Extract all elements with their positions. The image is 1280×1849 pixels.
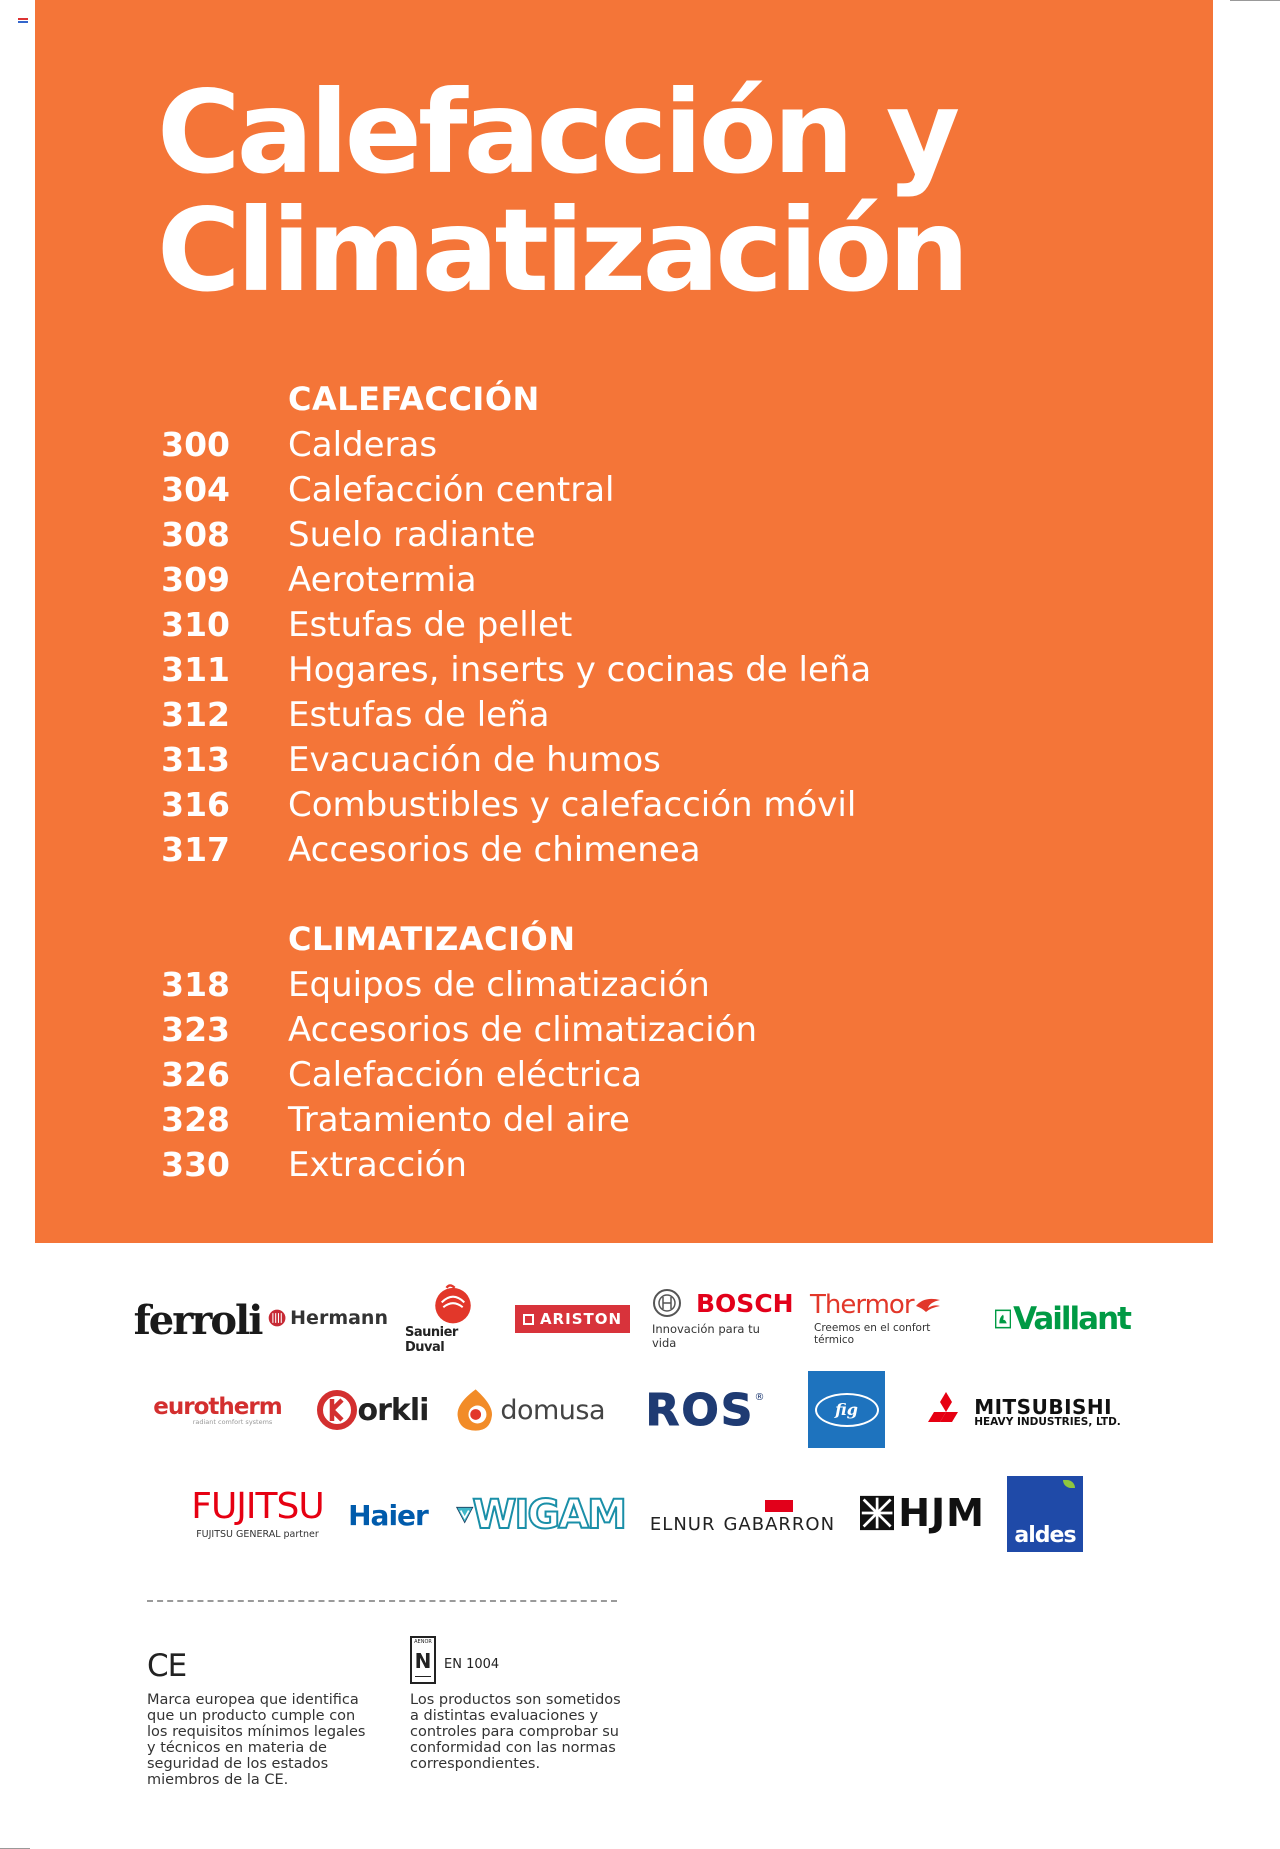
eurotherm-wordmark: eurotherm [153, 1394, 282, 1420]
ferroli-wordmark: ferroli [133, 1296, 262, 1344]
home-icon [523, 1314, 534, 1325]
toc-label: Accesorios de climatización [288, 1010, 758, 1050]
aenor-n-logo [410, 1636, 436, 1684]
wigam-logo [455, 1487, 625, 1543]
section-heading: CALEFACCIÓN [288, 380, 540, 418]
elnur-wordmark: ELNUR [649, 1514, 716, 1535]
toc-row[interactable] [0, 425, 900, 470]
hermann-icon [268, 1305, 286, 1331]
aenor-label: AENOR [414, 1639, 432, 1645]
domusa-logo [455, 1382, 605, 1438]
toc-label: Tratamiento del aire [288, 1100, 630, 1140]
toc-label: Aerotermia [288, 560, 477, 600]
haier-logo [343, 1495, 433, 1535]
elnur-gabarron-logo [645, 1495, 840, 1535]
orkli-wordmark: orkli [357, 1392, 429, 1428]
en-description: Los productos son sometidos a distintas evaluaciones y controles para comprobar su conformidad con las normas correspondientes. [410, 1692, 621, 1772]
vaillant-wordmark: Vaillant [1013, 1301, 1130, 1337]
fig-wordmark: fig [835, 1400, 858, 1419]
registered-icon: ® [754, 1392, 765, 1403]
toc-row[interactable] [0, 470, 900, 515]
toc-label: Calefacción eléctrica [288, 1055, 642, 1095]
ferroli-logo [133, 1295, 262, 1345]
toc-page-number: 300 [161, 425, 230, 464]
toc-page-number: 310 [161, 605, 230, 644]
saunier-duval-icon [425, 1283, 481, 1325]
aenor-caption-icon [415, 1676, 431, 1681]
hjm-wordmark: HJM [898, 1491, 985, 1535]
domusa-wordmark: domusa [500, 1394, 605, 1426]
thermor-wordmark: Thermor [810, 1290, 914, 1320]
toc-row[interactable] [0, 515, 900, 560]
bosch-armature-icon [652, 1288, 682, 1318]
eurotherm-logo [150, 1390, 285, 1430]
toc-row[interactable] [0, 1010, 900, 1055]
toc-page-number: 316 [161, 785, 230, 824]
vaillant-logo [995, 1300, 1130, 1338]
haier-wordmark: Haier [348, 1498, 428, 1532]
toc-row[interactable] [0, 965, 900, 1010]
title-line-1: Calefacción y [157, 66, 957, 199]
hermann-wordmark: Hermann [290, 1307, 388, 1329]
toc-page-number: 326 [161, 1055, 230, 1094]
en-standard-label: EN 1004 [444, 1657, 500, 1672]
toc-page-number: 311 [161, 650, 230, 689]
page-marker-icon [18, 18, 28, 25]
fujitsu-tagline: FUJITSU GENERAL partner [196, 1528, 319, 1540]
mitsubishi-tagline: HEAVY INDUSTRIES, LTD. [974, 1415, 1121, 1428]
ariston-logo [515, 1305, 630, 1333]
thermor-flame-icon [914, 1296, 942, 1314]
toc-row[interactable] [0, 785, 900, 830]
ariston-wordmark: ARISTON [539, 1310, 623, 1328]
toc-label: Extracción [288, 1145, 467, 1185]
n-mark-icon: N [414, 1648, 432, 1673]
hermann-logo [268, 1303, 388, 1333]
toc-row[interactable] [0, 1055, 900, 1100]
aldes-wordmark: aldes [1014, 1523, 1076, 1548]
toc-page-number: 304 [161, 470, 230, 509]
orkli-icon [316, 1389, 358, 1431]
toc-label: Hogares, inserts y cocinas de leña [288, 650, 872, 690]
toc-page-number: 308 [161, 515, 230, 554]
toc-row[interactable] [0, 560, 900, 605]
separator [147, 1600, 617, 1602]
title-line-2: Climatización [157, 184, 966, 317]
toc-page-number: 323 [161, 1010, 230, 1049]
toc-row[interactable] [0, 1100, 900, 1145]
hjm-logo [860, 1492, 985, 1534]
ce-mark-icon: CE [147, 1648, 187, 1684]
bosch-tagline: Innovación para tu vida [652, 1322, 760, 1350]
toc-label: Estufas de pellet [288, 605, 573, 645]
toc-label: Calefacción central [288, 470, 615, 510]
saunier-duval-wordmark: Saunier Duval [405, 1325, 458, 1355]
eurotherm-tagline: radiant comfort systems [192, 1418, 273, 1426]
thermor-tagline: Creemos en el confort térmico [814, 1322, 931, 1346]
aldes-logo [1007, 1476, 1083, 1552]
toc-page-number: 328 [161, 1100, 230, 1139]
bosch-wordmark: BOSCH [696, 1288, 794, 1318]
toc-row[interactable] [0, 830, 900, 875]
wigam-wordmark: WIGAM [472, 1492, 625, 1538]
page-title [157, 66, 966, 317]
gabarron-wordmark: GABARRON [723, 1514, 836, 1535]
orkli-logo [312, 1386, 432, 1434]
ros-logo [625, 1386, 785, 1434]
mitsubishi-wordmark: MITSUBISHI [974, 1394, 1113, 1419]
toc-label: Evacuación de humos [288, 740, 661, 780]
saunier-duval-logo [405, 1283, 500, 1355]
toc-label: Suelo radiante [288, 515, 536, 555]
toc-label: Accesorios de chimenea [288, 830, 701, 870]
toc-row[interactable] [0, 1145, 900, 1190]
toc-page-number: 317 [161, 830, 230, 869]
ros-wordmark: ROS [645, 1384, 755, 1436]
toc-label: Estufas de leña [288, 695, 550, 735]
gabarron-bar-icon [765, 1500, 793, 1512]
hjm-icon [860, 1494, 894, 1532]
toc-page-number: 330 [161, 1145, 230, 1184]
toc-row[interactable] [0, 695, 900, 740]
toc-row[interactable] [0, 650, 900, 695]
bosch-logo [652, 1288, 794, 1350]
thermor-logo [810, 1290, 970, 1346]
crop-mark [1230, 0, 1280, 1]
section-heading: CLIMATIZACIÓN [288, 920, 576, 958]
toc-row[interactable] [0, 605, 900, 650]
toc-row[interactable] [0, 740, 900, 785]
fig-logo [808, 1371, 885, 1448]
fujitsu-logo [190, 1475, 325, 1550]
mitsubishi-diamonds-icon [924, 1392, 968, 1432]
toc-page-number: 309 [161, 560, 230, 599]
toc-label: Calderas [288, 425, 438, 465]
vaillant-hare-icon [995, 1304, 1011, 1334]
domusa-flame-icon [455, 1385, 496, 1435]
leaf-icon [1063, 1480, 1075, 1488]
ce-description: Marca europea que identifica que un producto cumple con los requisitos mínimos legales y técnicos en materia de seguridad de los estados miembros de la CE. [147, 1692, 366, 1788]
toc-label: Combustibles y calefacción móvil [288, 785, 857, 825]
toc-page-number: 318 [161, 965, 230, 1004]
toc-page-number: 313 [161, 740, 230, 779]
toc-label: Equipos de climatización [288, 965, 710, 1005]
fujitsu-wordmark: FUJITSU [191, 1485, 324, 1527]
toc-page-number: 312 [161, 695, 230, 734]
mitsubishi-logo [910, 1392, 1135, 1432]
